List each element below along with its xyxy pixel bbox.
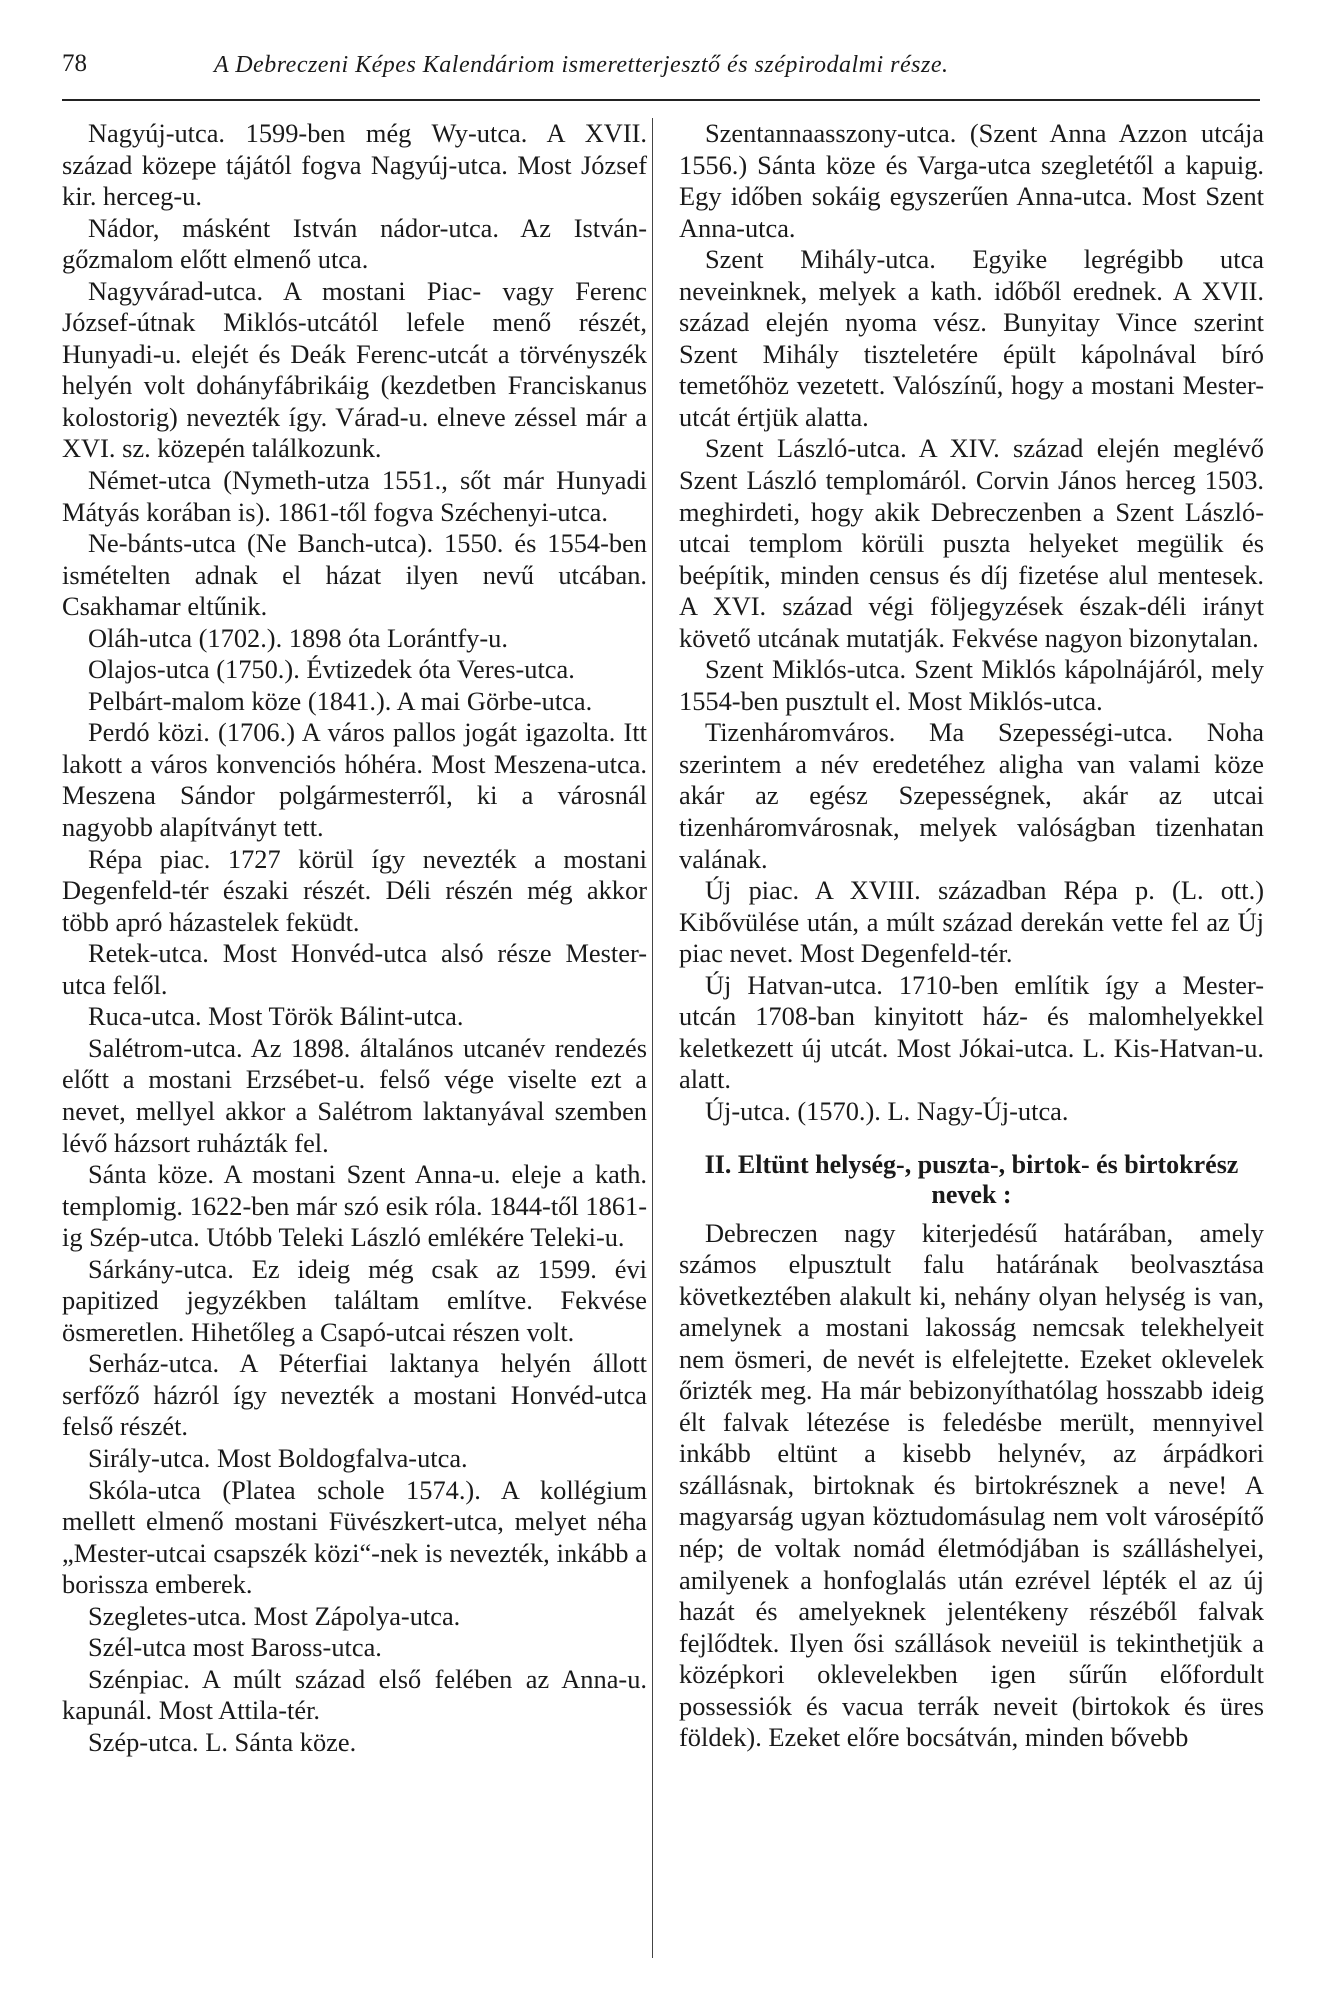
street-entry: Szent László-utca. A XIV. század elején meglévő Szent László templomáról. Corvin János herceg 1503. meghirdeti, hogy akik Debreczenben a Szent László-utcai templom körüli puszta helyeket megülik és beépítik, minden census és díj fizetése alul mentesek. A XVI. század végi följegyzések észak-déli irányt követő utcának mutatják. Fekvése nagyon bizonytalan. — [679, 433, 1264, 653]
street-entry: Sárkány-utca. Ez ideig még csak az 1599. évi papitized jegyzékben találtam említve. Fekvése ösmeretlen. Hihetőleg a Csapó-utcai részen volt. — [62, 1253, 647, 1347]
street-entry: Pelbárt-malom köze (1841.). A mai Görbe-utca. — [88, 685, 593, 716]
section-paragraph: Debreczen nagy kiterjedésű határában, amely számos elpusztult falu határának beolvasztása következtében alakult ki, nehány olyan helység is van, amelynek a mostani lakosság nemcsak telekhelyeit nem ösmeri, de nevét is elfelejtette. Ezeket oklevelek őrizték meg. Ha már bebizonyíthatólag hosszabb ideig élt falvak létezése is feledésbe merült, mennyivel inkább eltünt a kisebb helynév, az árpádkori szállásnak, birtoknak és birtokrésznek a neve! A magyarság ugyan köztudomásulag nem volt városépítő nép; de voltak nomád életmódjában is szálláshelyei, amilyenek a honfoglalás után ezrével lépték el az új hazát és amelyeknek jelentékeny részéből falvak fejlődtek. Ilyen ősi szállások neveiül is tekinthetjük a középkori oklevelekben igen sűrűn előfordult possessiók és vacua terrák neveit (birtokok és üres földek). Ezeket előre bocsátván, minden bővebb — [679, 1217, 1264, 1753]
street-entry: Skóla-utca (Platea schole 1574.). A kollégium mellett elmenő mostani Füvészkert-utca, melyet néha „Mester-utcai csapszék közi“-nek is nevezték, inkább a borissza emberek. — [62, 1474, 647, 1600]
street-entry: Új Hatvan-utca. 1710-ben említik így a Mester-utcán 1708-ban kinyitott ház- és malomhelyekkel keletkezett új utcát. Most Jókai-utca. L. Kis-Hatvan-u. alatt. — [679, 969, 1264, 1095]
page-number: 78 — [62, 50, 87, 77]
street-entry: Sánta köze. A mostani Szent Anna-u. eleje a kath. templomig. 1622-ben már szó esik róla. 1844-től 1861-ig Szép-utca. Utóbb Teleki László emlékére Teleki-u. — [62, 1159, 647, 1253]
street-entry: Új piac. A XVIII. században Répa p. (L. ott.) Kibővülése után, a múlt század derekán vette fel az Új piac nevet. Most Degenfeld-tér. — [679, 875, 1264, 969]
left-column — [62, 118, 647, 1758]
street-entry: Nagyvárad-utca. A mostani Piac- vagy Ferenc József-útnak Miklós-utcától lefele menő részét, Hunyadi-u. elejét és Deák Ferenc-utcát a törvényszék helyén volt dohányfábrikáig (kezdetben Franciskanus kolostorig) nevezték így. Várad-u. elneve zéssel már a XVI. sz. közepén találkozunk. — [62, 275, 647, 464]
street-entry: Oláh-utca (1702.). 1898 óta Lorántfy-u. — [88, 622, 508, 653]
street-entry: Szegletes-utca. Most Zápolya-utca. — [88, 1600, 461, 1631]
page-header — [62, 46, 1262, 86]
street-entry: Répa piac. 1727 körül így nevezték a mostani Degenfeld-tér északi részét. Déli részén még akkor több apró házastelek feküdt. — [62, 843, 647, 937]
street-entry: Nagyúj-utca. 1599-ben még Wy-utca. A XVII. század közepe tájától fogva Nagyúj-utca. Most József kir. herceg-u. — [62, 118, 647, 212]
section-heading: II. Eltünt helység-, puszta-, birtok- és birtokrész nevek : — [704, 1149, 1239, 1209]
street-entry: Tizenháromváros. Ma Szepességi-utca. Noha szerintem a név eredetéhez aligha van valami köze akár az egész Szepességnek, akár az utcai tizenháromvárosnak, melyek valóságban tizenhatan valának. — [679, 717, 1264, 874]
street-entry: Retek-utca. Most Honvéd-utca alsó része Mester-utca felől. — [62, 938, 647, 1000]
running-title: A Debreczeni Képes Kalendáriom ismeretterjesztő és szépirodalmi része. — [214, 52, 949, 78]
street-entry: Olajos-utca (1750.). Évtizedek óta Veres-utca. — [88, 654, 575, 685]
right-column — [679, 118, 1264, 1754]
street-entry: Szent Miklós-utca. Szent Miklós kápolnájáról, mely 1554-ben pusztult el. Most Miklós-utca. — [679, 654, 1264, 716]
street-entry: Szent Mihály-utca. Egyike legrégibb utca neveinknek, melyek a kath. időből erednek. A XVII. század elején nyoma vész. Bunyitay Vince szerint Szent Mihály tiszteletére épült kápolnával bíró temetőhöz vezetett. Valószínű, hogy a mostani Mester-utcát értjük alatta. — [679, 244, 1264, 432]
street-entry: Serház-utca. A Péterfiai laktanya helyén állott serfőző házról így nevezték a mostani Honvéd-utca felső részét. — [62, 1348, 647, 1442]
street-entry: Ruca-utca. Most Török Bálint-utca. — [88, 1001, 464, 1032]
street-entry: Salétrom-utca. Az 1898. általános utcanév rendezés előtt a mostani Erzsébet-u. felső vége viselte ezt a nevet, mellyel akkor a Salétrom laktanyával szemben lévő házsort ruházták fel. — [62, 1032, 647, 1158]
street-entry: Ne-bánts-utca (Ne Banch-utca). 1550. és 1554-ben ismételten adnak el házat ilyen nevű utcában. Csakhamar eltűnik. — [62, 528, 647, 622]
header-rule — [62, 99, 1260, 101]
street-entry: Új-utca. (1570.). L. Nagy-Új-utca. — [705, 1095, 1069, 1126]
street-entry: Szél-utca most Baross-utca. — [88, 1632, 382, 1663]
street-entry: Szentannaasszony-utca. (Szent Anna Azzon utcája 1556.) Sánta köze és Varga-utca szegletétől a kapuig. Egy időben sokáig egyszerűen Anna-utca. Most Szent Anna-utca. — [679, 118, 1264, 243]
street-entry: Szép-utca. L. Sánta köze. — [88, 1726, 357, 1757]
column-divider — [652, 118, 653, 1958]
street-entry: Perdó közi. (1706.) A város pallos jogát igazolta. Itt lakott a város konvenciós hóhéra. Most Meszena-utca. Meszena Sándor polgármesterről, ki a városnál nagyobb alapítványt tett. — [62, 717, 647, 843]
street-entry: Szénpiac. A múlt század első felében az Anna-u. kapunál. Most Attila-tér. — [62, 1663, 647, 1726]
street-entry: Nádor, másként István nádor-utca. Az István-gőzmalom előtt elmenő utca. — [62, 212, 647, 275]
street-entry: Német-utca (Nymeth-utza 1551., sőt már Hunyadi Mátyás korában is). 1861-től fogva Széchenyi-utca. — [62, 465, 647, 527]
street-entry: Sirály-utca. Most Boldogfalva-utca. — [88, 1442, 468, 1473]
